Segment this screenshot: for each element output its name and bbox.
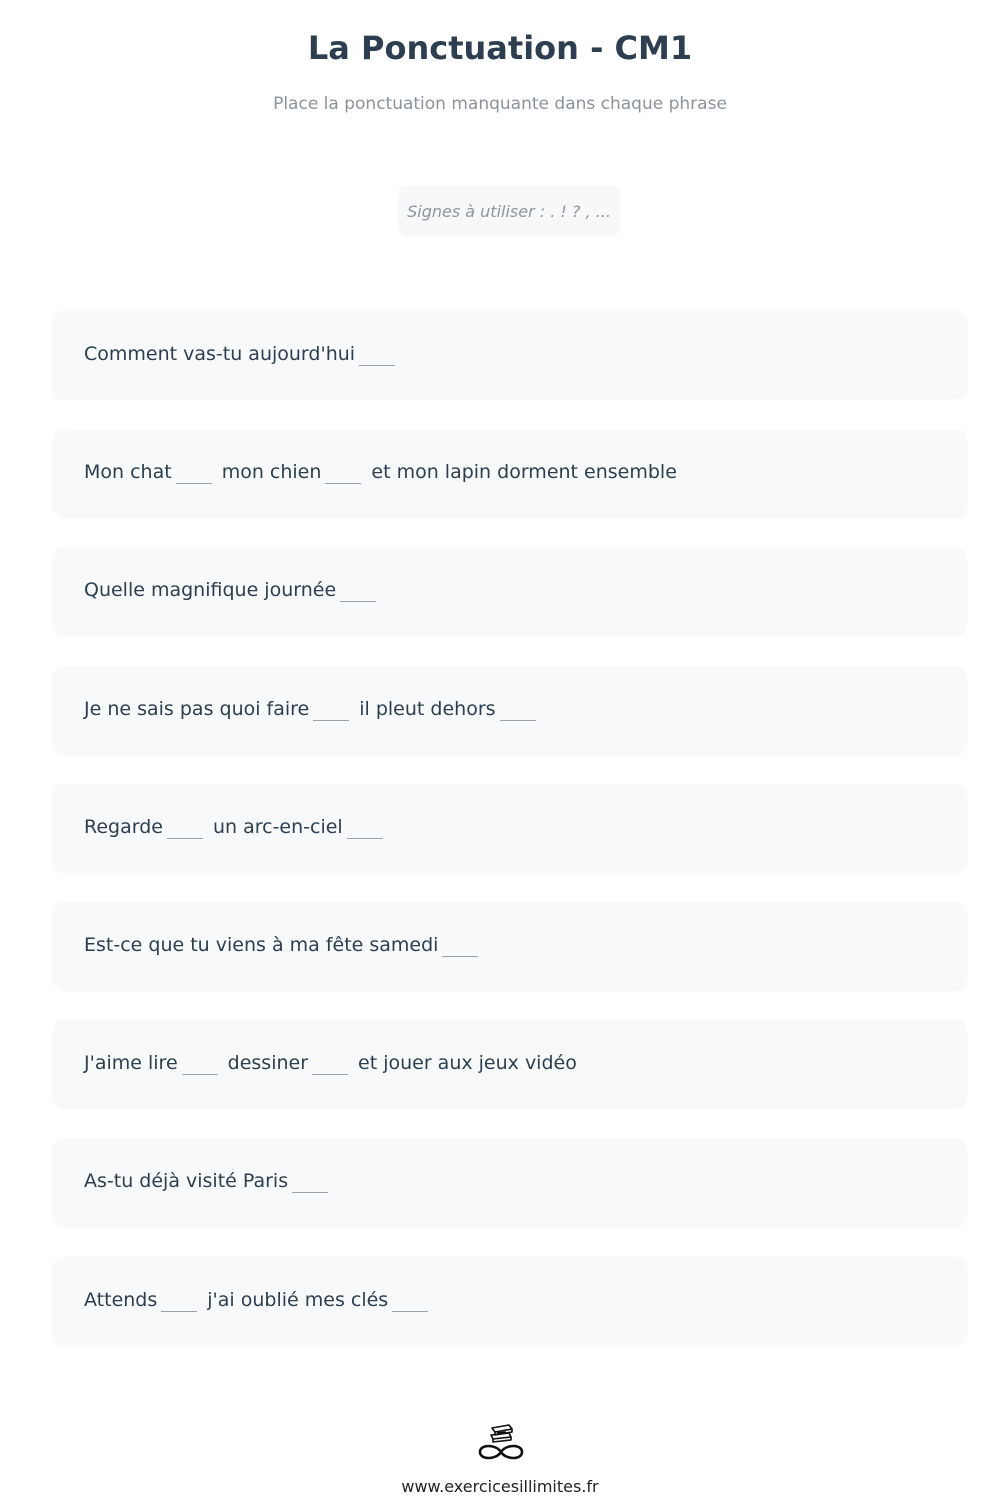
sentence-text: Est-ce que tu viens à ma fête samedi (84, 934, 439, 956)
sentence-text: J'aime lire (84, 1052, 178, 1074)
sentence-text: Quelle magnifique journée (84, 579, 337, 601)
sentence-text: Mon chat (84, 461, 172, 483)
punctuation-signs-label: Signes à utiliser : . ! ? , ... (407, 201, 611, 221)
exercise-sentence (54, 1257, 966, 1343)
punctuation-blank[interactable] (347, 816, 383, 839)
sentence-text: Regarde (84, 816, 163, 838)
exercise-sentence (54, 429, 966, 515)
sentence-text: Je ne sais pas quoi faire (84, 698, 310, 720)
punctuation-blank[interactable] (325, 461, 361, 484)
sentence-text: Comment vas-tu aujourd'hui (84, 343, 356, 365)
sentence-text: un arc-en-ciel (212, 816, 343, 838)
punctuation-blank[interactable] (182, 1052, 218, 1075)
exercise-sentence (54, 547, 966, 633)
punctuation-blank[interactable] (500, 698, 536, 721)
exercise-sentence (54, 902, 966, 988)
punctuation-blank[interactable] (313, 698, 349, 721)
punctuation-blank[interactable] (167, 816, 203, 839)
sentence-text: j'ai oublié mes clés (207, 1289, 389, 1311)
exercise-sentence (54, 311, 966, 397)
punctuation-blank[interactable] (161, 1289, 197, 1312)
sentence-text: il pleut dehors (359, 698, 496, 720)
sentence-text: Attends (84, 1289, 158, 1311)
punctuation-blank[interactable] (292, 1170, 328, 1193)
sentence-text: mon chien (221, 461, 322, 483)
site-url: www.exercicesillimites.fr (401, 1477, 599, 1496)
exercise-sentence (54, 784, 966, 870)
punctuation-blank[interactable] (340, 579, 376, 602)
sentence-text: As-tu déjà visité Paris (84, 1170, 289, 1192)
punctuation-blank[interactable] (359, 343, 395, 366)
page-subtitle: Place la ponctuation manquante dans chaque phrase (273, 94, 727, 114)
sentence-text: et jouer aux jeux vidéo (358, 1052, 577, 1074)
books-infinity-icon (476, 1422, 526, 1464)
punctuation-blank[interactable] (176, 461, 212, 484)
punctuation-blank[interactable] (392, 1289, 428, 1312)
punctuation-signs-hint (398, 186, 620, 236)
page-title: La Ponctuation - CM1 (307, 29, 693, 67)
exercise-sentence (54, 1138, 966, 1224)
punctuation-blank[interactable] (312, 1052, 348, 1075)
sentence-text: dessiner (227, 1052, 309, 1074)
sentence-text: et mon lapin dorment ensemble (371, 461, 677, 483)
exercise-sentence (54, 1020, 966, 1106)
exercise-sentence (54, 666, 966, 752)
punctuation-blank[interactable] (442, 934, 478, 957)
